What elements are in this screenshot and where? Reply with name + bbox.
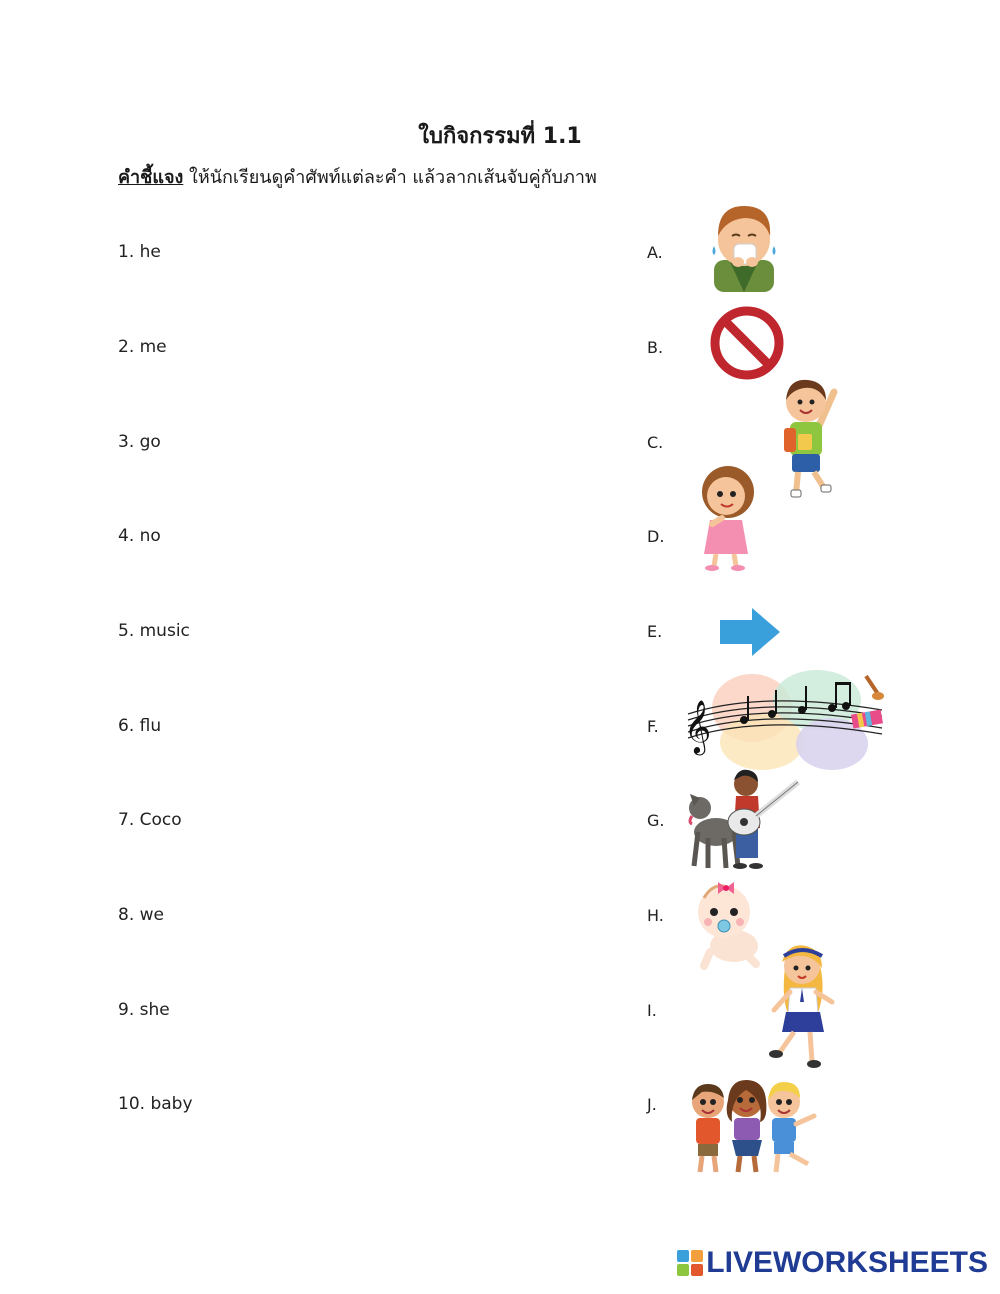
coco-guitar-dog-icon (686, 766, 802, 872)
word-item: 7. Coco (118, 810, 182, 830)
word-item: 3. go (118, 432, 161, 452)
answer-letter: J. (647, 1095, 657, 1114)
no-sign-icon (708, 304, 786, 382)
music-notes-icon (682, 668, 888, 774)
answer-letter: B. (647, 338, 664, 357)
word-item: 4. no (118, 526, 161, 546)
word-item: 6. flu (118, 716, 162, 736)
answer-letter: I. (647, 1001, 657, 1020)
answer-letter: C. (647, 433, 664, 452)
girl-pointing-self-icon (692, 462, 762, 574)
group-of-kids-icon (680, 1076, 820, 1180)
instruction-text: ให้นักเรียนดูคำศัพท์แต่ละคำ แล้วลากเส้นจับคู่กับภาพ (183, 167, 597, 188)
walking-girl-icon (760, 940, 840, 1072)
right-arrow-icon (718, 606, 784, 658)
sneezing-boy-icon (708, 200, 780, 292)
waving-boy-icon (774, 372, 842, 502)
word-item: 9. she (118, 1000, 170, 1020)
word-item: 1. he (118, 242, 161, 262)
svg-text:𝄞: 𝄞 (684, 699, 712, 753)
answer-letter: G. (647, 811, 665, 830)
answer-letter: H. (647, 906, 664, 925)
answer-letter: D. (647, 527, 665, 546)
word-item: 5. music (118, 621, 190, 641)
answer-letter: F. (647, 717, 659, 736)
brand-name: LIVEWORKSHEETS (706, 1246, 988, 1279)
word-item: 10. baby (118, 1094, 193, 1114)
instruction (118, 162, 597, 191)
word-item: 2. me (118, 337, 167, 357)
page-title: ใบกิจกรรมที่ 1.1 (418, 124, 582, 149)
baby-icon (692, 876, 762, 970)
answer-letter: E. (647, 622, 663, 641)
liveworksheets-logo-icon (677, 1250, 703, 1276)
instruction-label: คำชี้แจง (118, 167, 184, 188)
answer-letter: A. (647, 243, 663, 262)
word-item: 8. we (118, 905, 164, 925)
brand-footer (677, 1246, 988, 1280)
